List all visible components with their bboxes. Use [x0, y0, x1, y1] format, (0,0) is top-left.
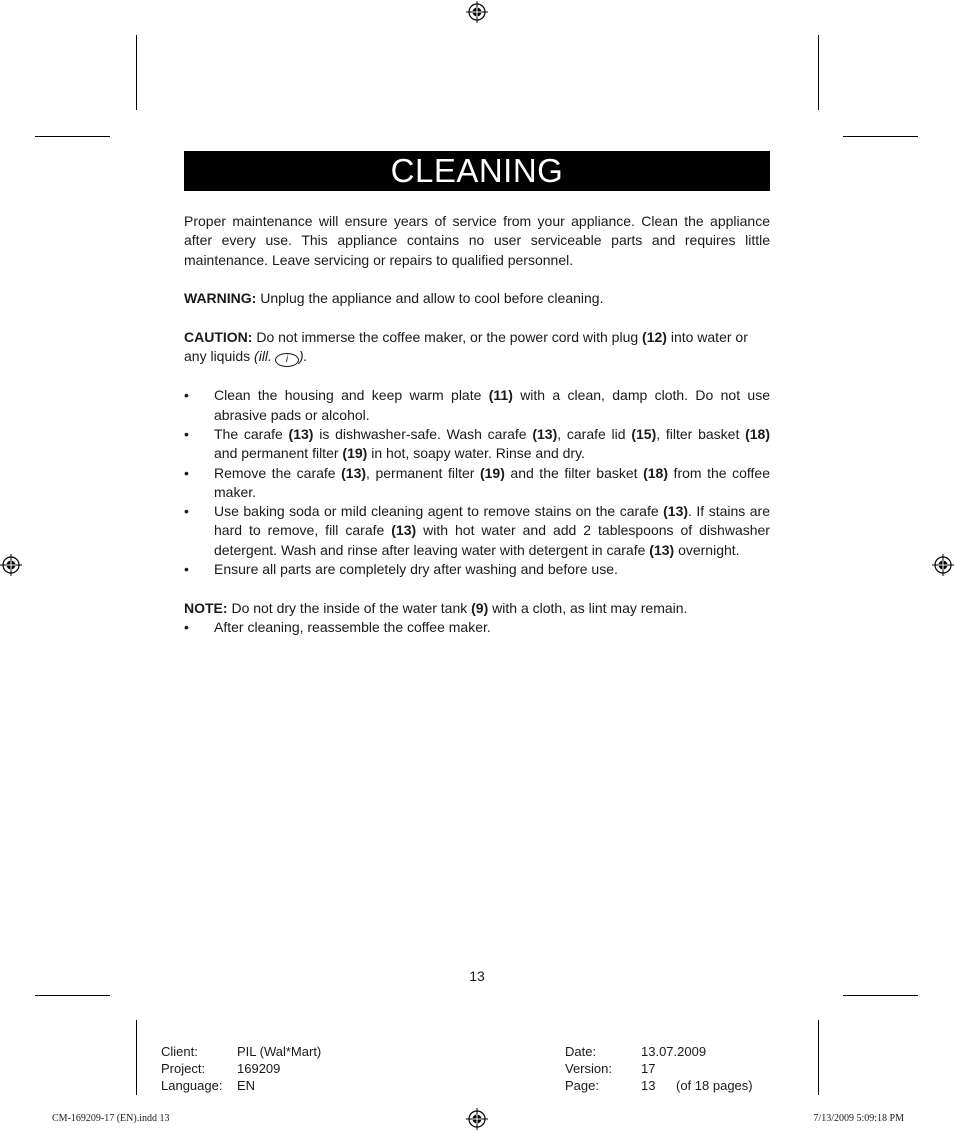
meta-row: Client: PIL (Wal*Mart) — [161, 1044, 322, 1059]
list-item: • After cleaning, reassemble the coffee maker. — [184, 618, 770, 637]
list-item: • The carafe (13) is dishwasher-safe. Wash carafe (13), carafe lid (15), filter basket (18) and permanent filter (19) in hot, soapy water. Rinse and dry. — [184, 425, 770, 464]
caution-text: Do not immerse the coffee maker, or the power cord with plug — [252, 328, 643, 345]
registration-mark-icon — [466, 1108, 488, 1130]
page-title: CLEANING — [184, 151, 770, 191]
warning-label: WARNING: — [184, 290, 257, 307]
crop-mark — [843, 136, 918, 137]
note-paragraph — [184, 599, 770, 618]
meta-row: Page: 13 (of 18 pages) — [565, 1078, 753, 1093]
crop-mark — [843, 995, 918, 996]
list-item: • Remove the carafe (13), permanent filter (19) and the filter basket (18) from the coffee maker. — [184, 464, 770, 503]
illustration-i-icon: i — [275, 353, 299, 367]
crop-mark — [35, 136, 110, 137]
crop-mark — [136, 35, 137, 110]
meta-row: Date: 13.07.2009 — [565, 1044, 707, 1059]
list-item: • Use baking soda or mild cleaning agent to remove stains on the carafe (13). If stains are hard to remove, fill carafe (13) with hot water and add 2 tablespoons of dishwasher detergent. Wash and rinse after leaving water with detergent in carafe (13) overnight. — [184, 502, 770, 560]
caution-paragraph — [184, 328, 770, 367]
crop-mark — [136, 1020, 137, 1095]
intro-paragraph: Proper maintenance will ensure years of service from your appliance. Clean the appliance after every use. This appliance contains no user serviceable parts and requires little maintenance. Leave servicing or repairs to qualified personnel. — [184, 213, 770, 268]
registration-mark-icon — [466, 1, 488, 23]
caution-text: into water or any liquids — [184, 328, 748, 365]
registration-mark-icon — [932, 554, 954, 576]
cleaning-instructions — [184, 212, 770, 637]
job-info-left — [161, 1043, 321, 1094]
note-text: Do not dry the inside of the water tank — [227, 599, 472, 616]
file-slug: CM-169209-17 (EN).indd 13 — [52, 1113, 170, 1124]
job-info-right — [565, 1043, 753, 1094]
crop-mark — [818, 35, 819, 110]
page-number: 13 — [469, 968, 485, 984]
list-item: • Clean the housing and keep warm plate (11) with a clean, damp cloth. Do not use abrasive pads or alcohol. — [184, 386, 770, 425]
caution-label: CAUTION: — [184, 328, 253, 345]
list-item: • Ensure all parts are completely dry after washing and before use. — [184, 560, 770, 579]
part-reference: (9) — [471, 599, 489, 616]
illustration-reference: (ill. — [254, 348, 272, 365]
final-step-list — [184, 618, 770, 637]
meta-row: Project: 169209 — [161, 1061, 281, 1076]
cleaning-steps-list — [184, 386, 770, 579]
crop-mark — [818, 1020, 819, 1095]
part-reference: (12) — [642, 328, 667, 345]
note-label: NOTE: — [184, 599, 228, 616]
meta-row: Version: 17 — [565, 1061, 656, 1076]
crop-mark — [35, 995, 110, 996]
warning-text: Unplug the appliance and allow to cool before cleaning. — [256, 290, 604, 307]
meta-row: Language: EN — [161, 1078, 256, 1093]
note-text: with a cloth, as lint may remain. — [488, 599, 688, 616]
registration-mark-icon — [0, 554, 22, 576]
illustration-reference-end: ). — [298, 348, 308, 365]
timestamp-slug: 7/13/2009 5:09:18 PM — [813, 1113, 904, 1124]
warning-paragraph — [184, 289, 770, 308]
